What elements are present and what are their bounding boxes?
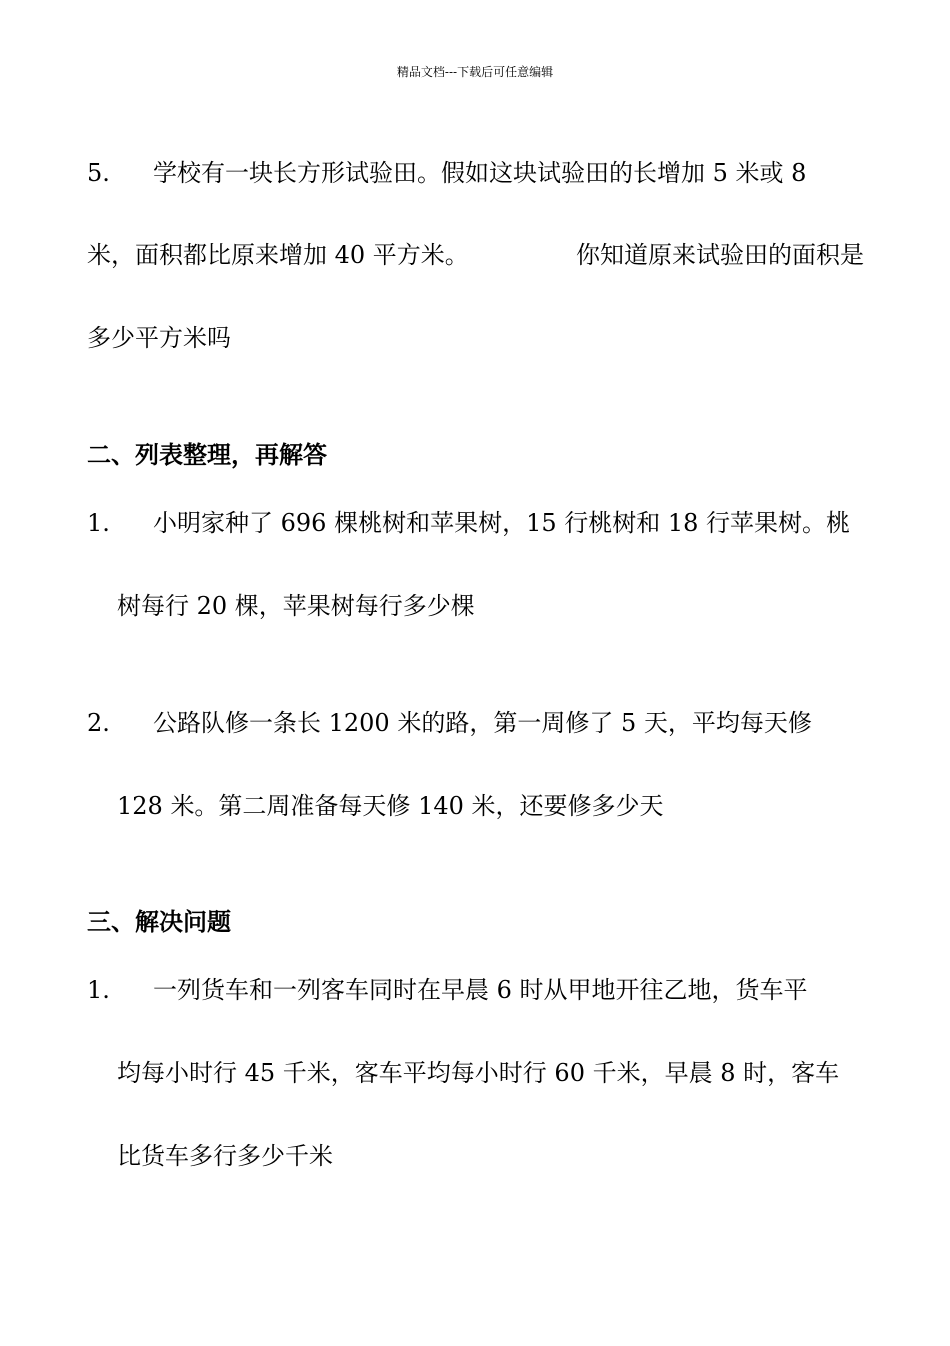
s2-q1-line-1 [87,508,864,538]
s2-q2-number: 2. [87,709,110,737]
s2-q1-text-1: 小明家种了 696 棵桃树和苹果树，15 行桃树和 18 行苹果树。桃 [153,509,851,537]
q5-line-3: 多少平方米吗 [87,324,231,352]
s3-q1-line-3: 比货车多行多少千米 [117,1142,333,1170]
q5-text-2a: 米，面积都比原来增加 40 平方米。 [87,241,469,269]
s3-q1-line-2: 均每小时行 45 千米，客车平均每小时行 60 千米，早晨 8 时，客车 [117,1059,840,1087]
s3-q1-number: 1. [87,976,110,1004]
q5-text-1: 学校有一块长方形试验田。假如这块试验田的长增加 5 米或 8 [153,159,807,187]
section-3-title: 三、解决问题 [87,907,231,936]
s3-q1-line-1 [87,975,864,1005]
s2-q2-line-1 [87,708,864,738]
q5-line-1 [87,158,864,188]
s2-q1-number: 1. [87,509,110,537]
page-header: 精品文档---下载后可任意编辑 [396,65,554,79]
s2-q2-line-2: 128 米。第二周准备每天修 140 米，还要修多少天 [117,792,664,820]
q5-number: 5. [87,159,110,187]
s2-q1-line-2: 树每行 20 棵，苹果树每行多少棵 [117,592,475,620]
s3-q1-text-1: 一列货车和一列客车同时在早晨 6 时从甲地开往乙地，货车平 [153,976,808,1004]
q5-line-2 [87,240,864,270]
q5-text-2b: 你知道原来试验田的面积是 [576,241,864,269]
section-2-title: 二、列表整理，再解答 [87,440,327,469]
s2-q2-text-1: 公路队修一条长 1200 米的路，第一周修了 5 天，平均每天修 [153,709,812,737]
